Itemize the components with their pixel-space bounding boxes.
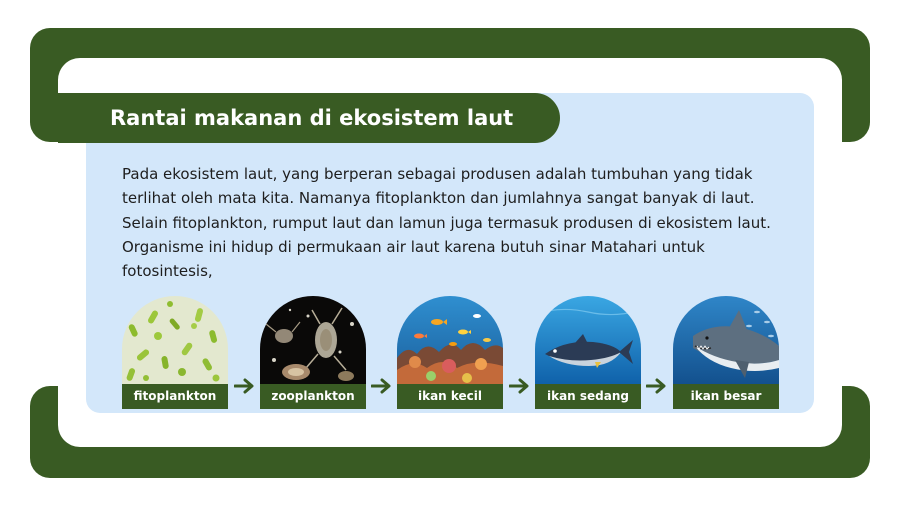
shark-image xyxy=(673,296,779,387)
food-chain-stage-zooplankton xyxy=(260,296,366,413)
arrow-right-icon xyxy=(509,378,531,394)
body-paragraph: Pada ekosistem laut, yang berperan sebagai produsen adalah tumbuhan yang tidak terlihat oleh mata kita. Namanya fitoplankton dan jumlahnya sangat banyak di laut. Selain fitoplankton, rumput laut dan lamun juga termasuk produsen di ekosistem laut. Organisme ini hidup di permukaan air laut karena butuh sinar Matahari untuk fotosintesis, xyxy=(122,165,771,281)
food-chain-label: ikan sedang xyxy=(535,384,641,409)
arrow-right-icon xyxy=(234,378,256,394)
arrow-right-icon xyxy=(371,378,393,394)
page-title: Rantai makanan di ekosistem laut xyxy=(110,106,514,130)
food-chain-label: fitoplankton xyxy=(122,384,228,409)
food-chain-label: ikan besar xyxy=(673,384,779,409)
medium-fish-image xyxy=(535,296,641,387)
food-chain-label: zooplankton xyxy=(260,384,366,409)
food-chain-stage-ikan-kecil xyxy=(397,296,503,413)
arrow-right-icon xyxy=(646,378,668,394)
small-fish-image xyxy=(397,296,503,387)
zooplankton-image xyxy=(260,296,366,387)
food-chain-stage-ikan-sedang xyxy=(535,296,641,413)
food-chain-stage-ikan-besar xyxy=(673,296,779,413)
food-chain-label: ikan kecil xyxy=(397,384,503,409)
phytoplankton-image xyxy=(122,296,228,387)
food-chain-stage-fitoplankton xyxy=(122,296,228,413)
